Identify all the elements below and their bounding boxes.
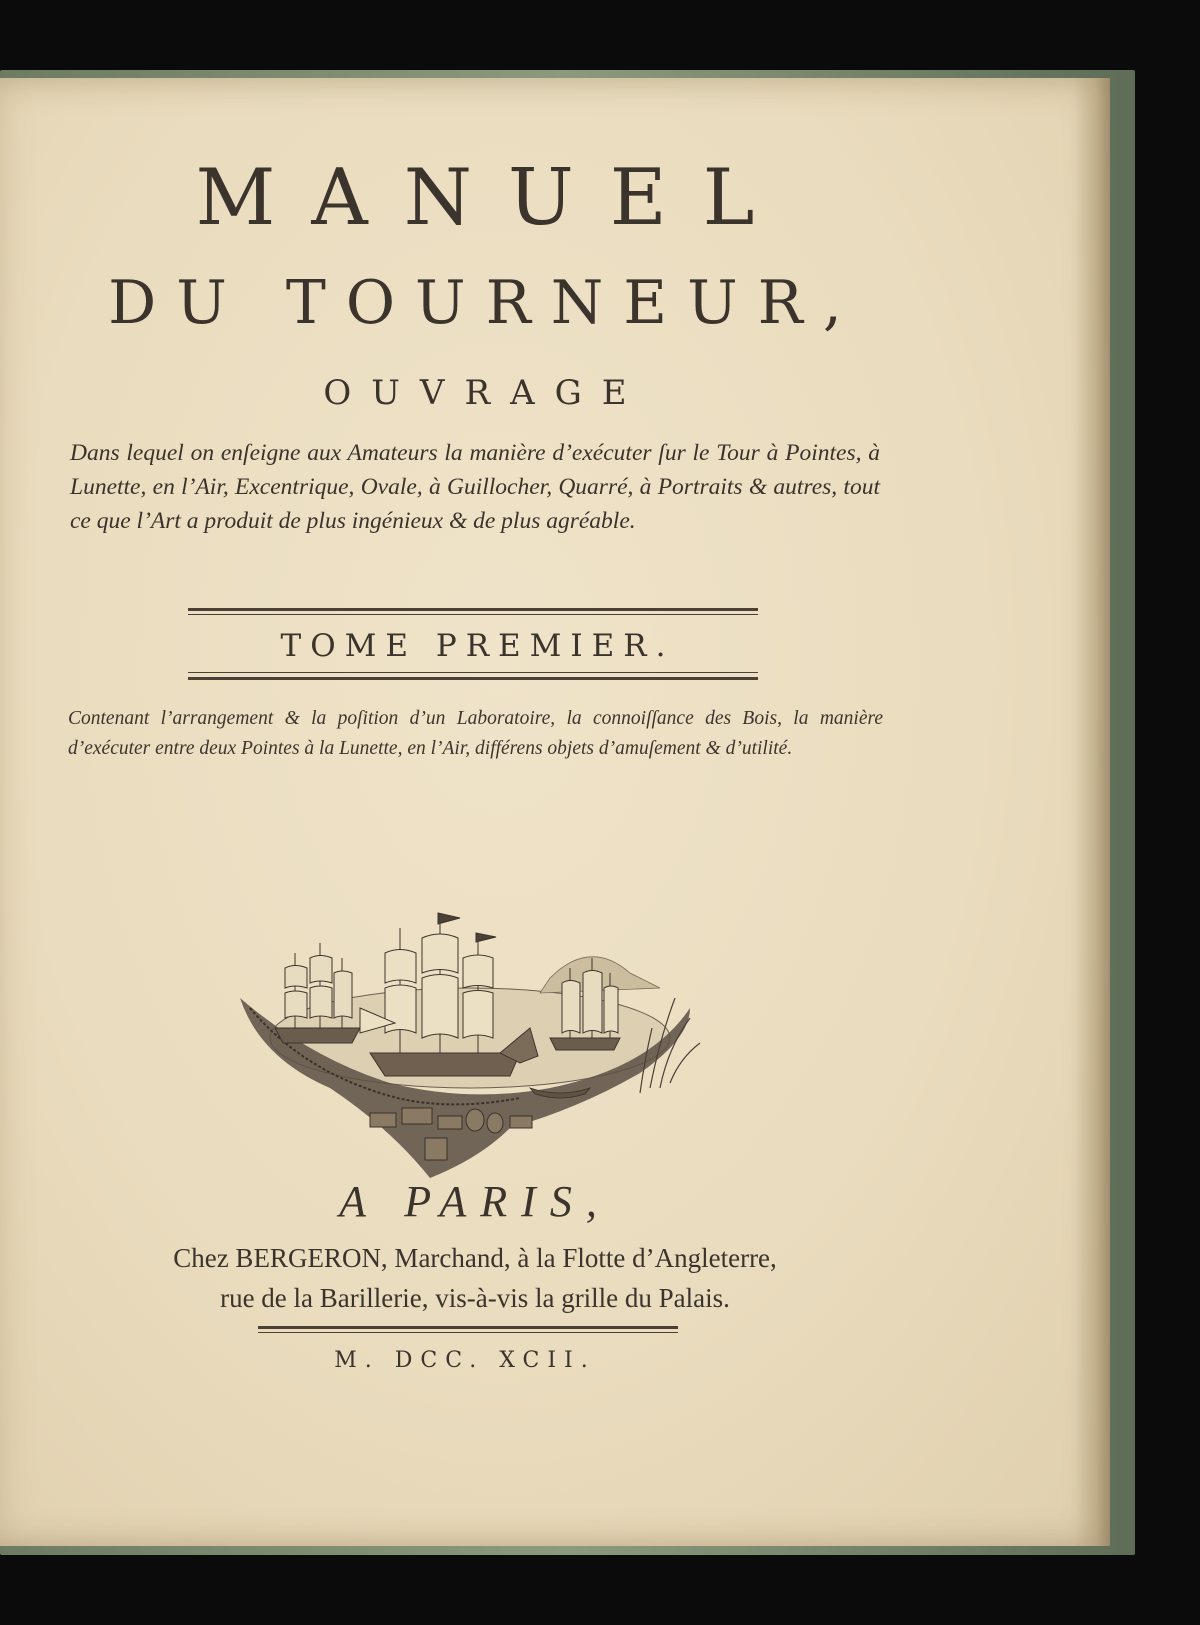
page-edge-shadow [1074, 78, 1110, 1546]
title-subtitle: DU TOURNEUR, [108, 268, 862, 338]
rule-bottom-thin [188, 672, 758, 673]
ships-vignette-engraving [220, 858, 720, 1188]
rule-bottom-thick [188, 677, 758, 680]
contents-paragraph: Contenant l’arrangement & la poſition d’un Laboratoire, la connoiſſance des Bois, la manière d’exécuter entre deux Pointes à la Lunette, en l’Air, différens objets d’amuſement & d’utilité. [68, 708, 883, 759]
description-paragraph: Dans lequel on enſeigne aux Amateurs la manière d’exécuter ſur le Tour à Pointes, à Lunette, en l’Air, Excentrique, Ovale, à Guillocher, Quarré, à Portraits & autres, tout ce que l’Art a produit de plus ingénieux & de plus agréable. [70, 440, 880, 534]
rule-top-thick [188, 608, 758, 611]
publisher-line-2: rue de la Barillerie, vis-à-vis la grille du Palais. [220, 1283, 730, 1313]
rule-imprint-thin [258, 1332, 678, 1333]
rule-top-thin [188, 614, 758, 615]
volume-heading: TOME PREMIER. [280, 628, 675, 664]
title-main: MANUEL [195, 153, 791, 243]
title-ouvrage: OUVRAGE [323, 373, 647, 413]
publication-date: M. DCC. XCII. [334, 1348, 596, 1373]
publisher-line-1: Chez BERGERON, Marchand, à la Flotte d’Angleterre, [173, 1243, 777, 1273]
title-page [0, 78, 1110, 1546]
imprint-city: A PARIS, [339, 1177, 611, 1226]
rule-imprint-thick [258, 1326, 678, 1329]
imprint-publisher [60, 1238, 890, 1318]
